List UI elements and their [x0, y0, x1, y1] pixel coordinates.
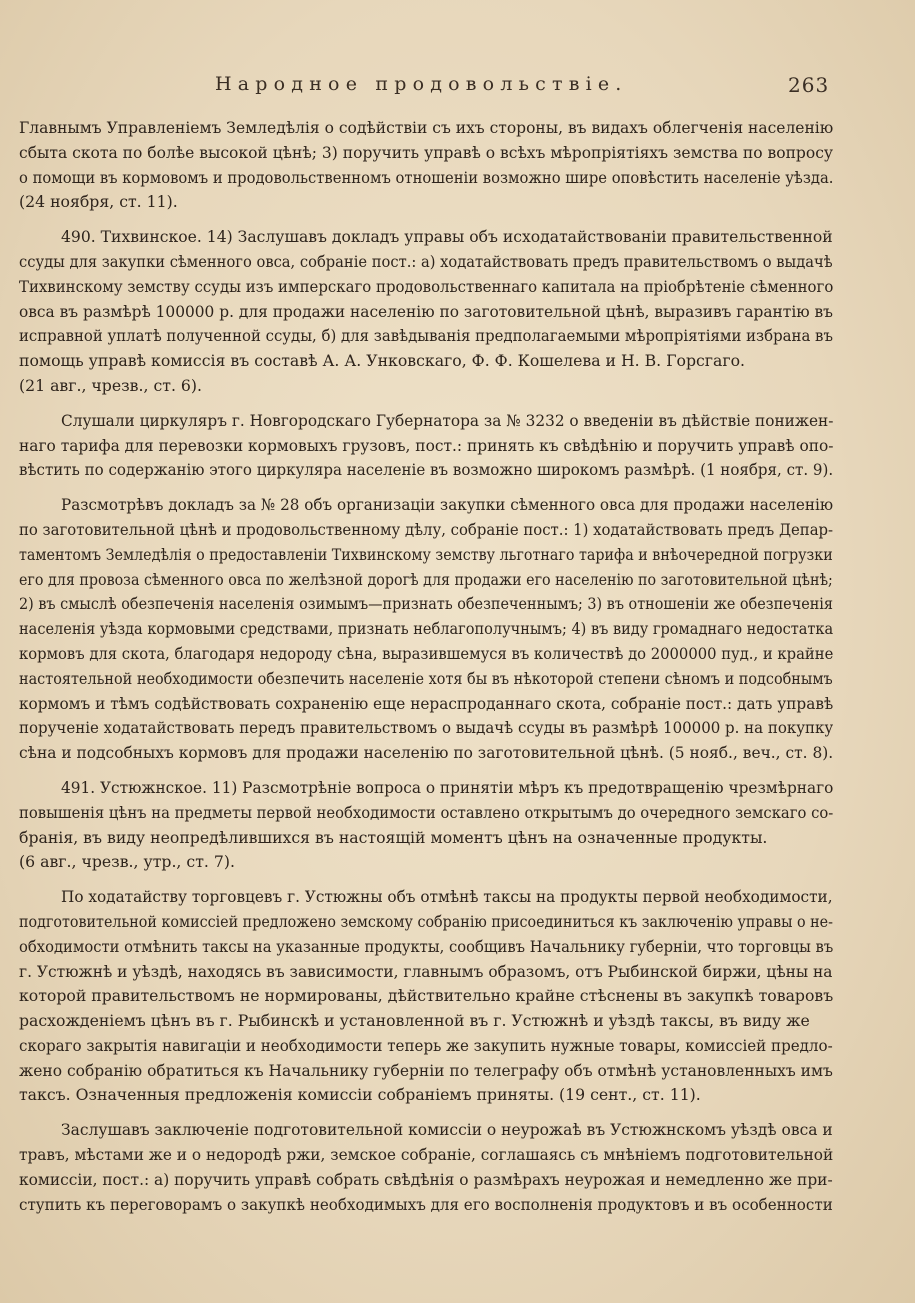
text-line: наго тарифа для перевозки кормовыхъ грузовъ, пост.: принять къ свѣдѣнію и поручить управѣ опо- — [19, 435, 833, 455]
text-line: Разсмотрѣвъ докладъ за № 28 объ организаціи закупки сѣменного овса для продажи населенію — [61, 495, 833, 515]
text-line: кормомъ и тѣмъ содѣйствовать сохраненію еще нераспроданнаго скота, собраніе пост.: дать управѣ — [19, 693, 833, 713]
paragraph — [0, 409, 915, 483]
text-line: которой правительствомъ не нормированы, дѣйствительно крайне стѣснены въ закупкѣ товаровъ — [19, 986, 833, 1006]
text-line: скораго закрытія навигаціи и необходимости теперь же закупить нужные товары, комиссіей предло- — [19, 1035, 833, 1055]
text-line: обходимости отмѣнить таксы на указанные продукты, сообщивъ Начальнику губерніи, что торговцы въ — [19, 936, 833, 956]
paragraph-gap — [0, 875, 915, 885]
paragraph — [0, 885, 915, 1108]
text-line: (24 ноября, ст. 11). — [19, 192, 178, 212]
text-line: комиссіи, пост.: а) поручить управѣ собрать свѣдѣнія о размѣрахъ неурожая и немедленно же при- — [19, 1169, 833, 1189]
text-line: травъ, мѣстами же и о недородѣ ржи, земское собраніе, соглашаясь съ мнѣніемъ подготовительной — [19, 1145, 833, 1165]
paragraph — [0, 225, 915, 399]
text-line: его для провоза сѣменного овса по желѣзной дорогѣ для продажи его населенію по заготовительной цѣнѣ; — [19, 569, 833, 589]
text-line: подготовительной комиссіей предложено земскому собранію присоединиться къ заключенію управы о не- — [19, 911, 833, 931]
text-line: г. Устюжнѣ и уѣздѣ, находясь въ зависимости, главнымъ образомъ, отъ Рыбинской биржи, цѣны на — [19, 961, 833, 981]
paragraph — [0, 493, 915, 766]
text-line: 491. Устюжнское. 11) Разсмотрѣніе вопроса о принятіи мѣръ къ предотвращенію чрезмѣрнаго — [61, 777, 833, 797]
paragraph-gap — [0, 483, 915, 493]
text-line: ступить къ переговорамъ о закупкѣ необходимыхъ для его восполненія продуктовъ и въ особенности — [19, 1194, 833, 1214]
text-line: сѣна и подсобныхъ кормовъ для продажи населенію по заготовительной цѣнѣ. (5 нояб., веч., ст. 8). — [19, 743, 833, 763]
text-line: о помощи въ кормовомъ и продовольственномъ отношеніи возможно шире оповѣстить населеніе уѣзда. — [19, 167, 833, 187]
paragraph-gap — [0, 1108, 915, 1118]
paragraph-gap — [0, 399, 915, 409]
text-line: исправной уплатѣ полученной ссуды, б) для завѣдыванія предполагаемыми мѣропріятіями избрана въ — [19, 326, 833, 346]
text-line: овса въ размѣрѣ 100000 р. для продажи населенію по заготовительной цѣнѣ, выразивъ гарантію въ — [19, 301, 833, 321]
text-line: порученіе ходатайствовать передъ правительствомъ о выдачѣ ссуды въ размѣрѣ 100000 р. на покупку — [19, 718, 833, 738]
text-line: расхожденіемъ цѣнъ въ г. Рыбинскѣ и установленной въ г. Устюжнѣ и уѣздѣ таксы, въ виду же — [19, 1011, 810, 1031]
text-line: настоятельной необходимости обезпечить населеніе хотя бы въ нѣкоторой степени сѣномъ и подсобнымъ — [19, 668, 833, 688]
running-title: Народное продовольствіе. — [215, 73, 628, 95]
text-line: Тихвинскому земству ссуды изъ имперскаго продовольственнаго капитала на пріобрѣтеніе сѣменного — [19, 276, 833, 296]
text-line: (6 авг., чрезв., утр., ст. 7). — [19, 852, 235, 872]
text-line: ссуды для закупки сѣменного овса, собраніе пост.: а) ходатайствовать предъ правительствомъ о выдачѣ — [19, 251, 833, 271]
text-line: (21 авг., чрезв., ст. 6). — [19, 375, 203, 395]
body-text — [0, 116, 915, 1217]
text-line: 2) въ смыслѣ обезпеченія населенія озимымъ—признать обезпеченнымъ; 3) въ отношеніи же обезпеченія — [19, 594, 833, 614]
text-line: повышенія цѣнъ на предметы первой необходимости оставлено открытымъ до очередного земскаго со- — [19, 802, 833, 822]
page-number: 263 — [788, 73, 830, 97]
text-line: бранія, въ виду неопредѣлившихся въ настоящій моментъ цѣнъ на означенные продукты. — [19, 827, 768, 847]
text-line: населенія уѣзда кормовыми средствами, признать неблагополучнымъ; 4) въ виду громаднаго недостатка — [19, 619, 833, 639]
paragraph-gap — [0, 215, 915, 225]
text-line: вѣстить по содержанію этого циркуляра населеніе въ возможно широкомъ размѣрѣ. (1 ноября, ст. 9). — [19, 460, 833, 480]
text-line: 490. Тихвинское. 14) Заслушавъ докладъ управы объ исходатайствованіи правительственной — [61, 227, 833, 247]
text-line: таментомъ Земледѣлія о предоставленіи Тихвинскому земству льготнаго тарифа и внѣочередной погрузки — [19, 544, 833, 564]
text-line: по заготовительной цѣнѣ и продовольственному дѣлу, собраніе пост.: 1) ходатайствовать предъ Депар- — [19, 519, 833, 539]
paragraph-gap — [0, 766, 915, 776]
paragraph — [0, 1118, 915, 1217]
page-header — [0, 71, 915, 101]
paragraph — [0, 116, 915, 215]
text-line: таксъ. Означенныя предложенія комиссіи собраніемъ приняты. (19 сент., ст. 11). — [19, 1085, 701, 1105]
text-line: жено собранію обратиться къ Начальнику губерніи по телеграфу объ отмѣнѣ установленныхъ имъ — [19, 1060, 833, 1080]
paragraph — [0, 776, 915, 875]
text-line: Слушали циркуляръ г. Новгородскаго Губернатора за № 3232 о введеніи въ дѣйствіе понижен- — [61, 410, 833, 430]
text-line: кормовъ для скота, благодаря недороду сѣна, выразившемуся въ количествѣ до 2000000 пуд., и крайне — [19, 643, 833, 663]
text-line: Главнымъ Управленіемъ Земледѣлія о содѣйствіи съ ихъ стороны, въ видахъ облегченія населенію — [19, 118, 833, 137]
text-line: Заслушавъ заключеніе подготовительной комиссіи о неурожаѣ въ Устюжнскомъ уѣздѣ овса и — [61, 1120, 833, 1140]
text-line: По ходатайству торговцевъ г. Устюжны объ отмѣнѣ таксы на продукты первой необходимости, — [61, 887, 833, 907]
text-line: помощь управѣ комиссія въ составѣ А. А. Унковскаго, Ф. Ф. Кошелева и Н. В. Горсгаго. — [19, 351, 746, 371]
text-line: сбыта скота по болѣе высокой цѣнѣ; 3) поручить управѣ о всѣхъ мѣропріятіяхъ земства по вопросу — [19, 142, 833, 162]
